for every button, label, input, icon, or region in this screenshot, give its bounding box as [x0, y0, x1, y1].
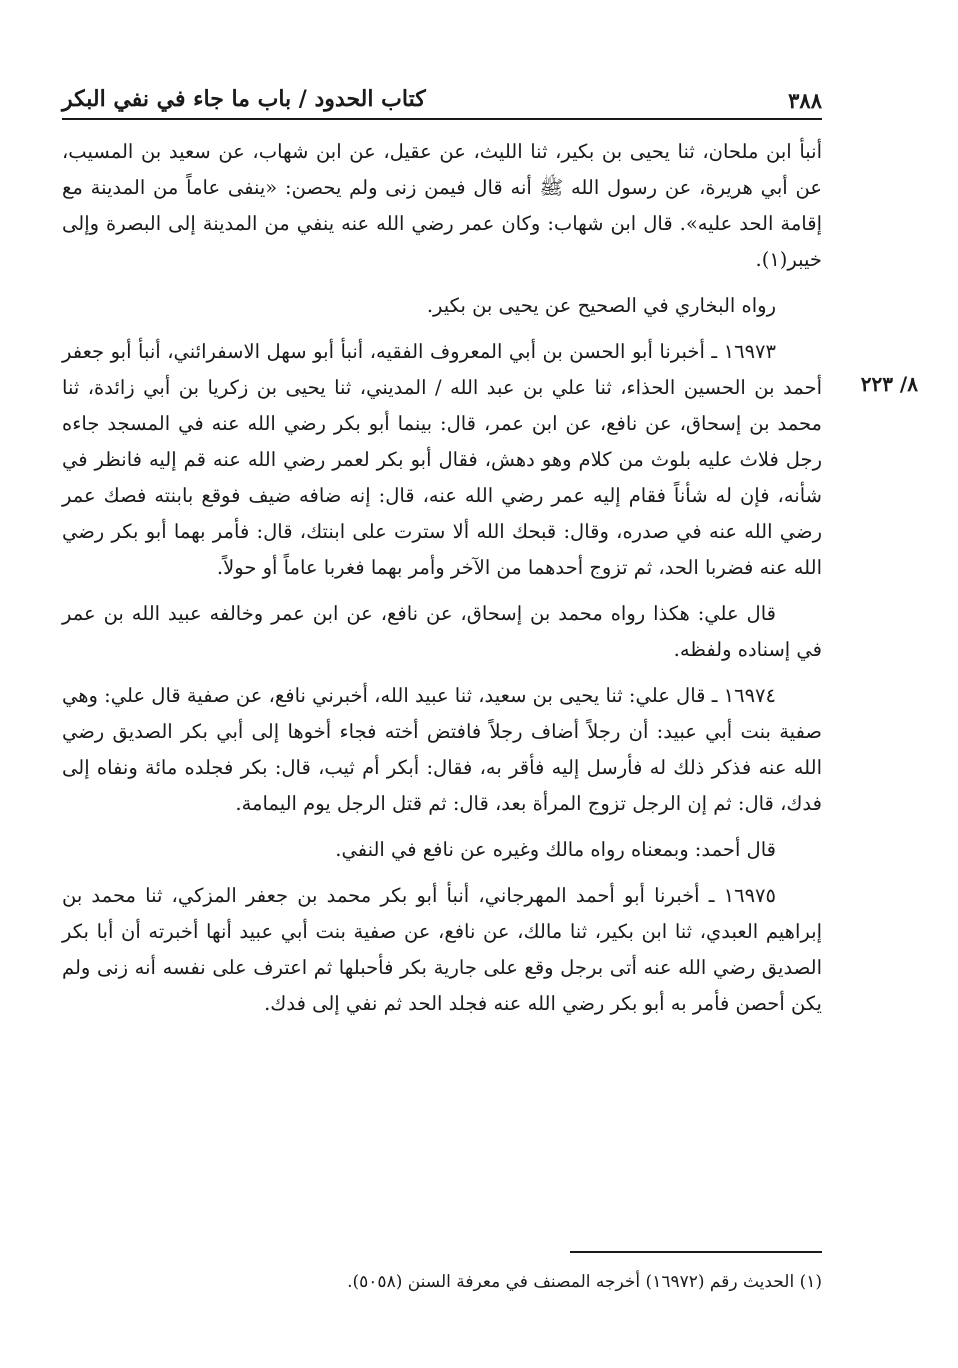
paragraph: قال أحمد: وبمعناه رواه مالك وغيره عن نافع في النفي. [335, 838, 776, 861]
footnote-divider [570, 1251, 822, 1253]
header-divider [62, 118, 822, 120]
paragraph: رواه البخاري في الصحيح عن يحيى بن بكير. [426, 294, 776, 317]
main-text [62, 134, 822, 1032]
footnote: (١) الحديث رقم (١٦٩٧٢) أخرجه المصنف في معرفة السنن (٥٠٥٨). [347, 1272, 822, 1292]
margin-reference: ٨/ ٢٢٣ [860, 372, 918, 396]
running-title: كتاب الحدود / باب ما جاء في نفي البكر [62, 86, 426, 112]
paragraph: أنبأ ابن ملحان، ثنا يحيى بن بكير، ثنا الليث، عن عقيل، عن ابن شهاب، عن سعيد بن المسيب، عن أبي هريرة، عن رسول الله ﷺ أنه قال فيمن زنى ولم يحصن: «ينفى عاماً من المدينة مع إقامة الحد عليه». قال ابن شهاب: وكان عمر رضي الله عنه ينفي من المدينة إلى البصرة وإلى خيبر(١). [62, 140, 822, 271]
hadith-16975: ١٦٩٧٥ ـ أخبرنا أبو أحمد المهرجاني، أنبأ أبو بكر محمد بن جعفر المزكي، ثنا محمد بن إبراهيم العبدي، ثنا ابن بكير، ثنا مالك، عن نافع، عن صفية بنت أبي عبيد أنها أخبرته أن أبا بكر الصديق رضي الله عنه أتى برجل وقع على جارية بكر فأحبلها ثم اعترف على نفسه أنه زنى ولم يكن أحصن فأمر به أبو بكر رضي الله عنه فجلد الحد ثم نفي إلى فدك. [62, 884, 822, 1015]
page-number: ٣٨٨ [788, 88, 822, 113]
hadith-16974: ١٦٩٧٤ ـ قال علي: ثنا يحيى بن سعيد، ثنا عبيد الله، أخبرني نافع، عن صفية قال علي: وهي صفية بنت أبي عبيد: أن رجلاً أضاف رجلاً فافتض أخته فجاء أخوها إلى أبي بكر الصديق رضي الله عنه فذكر ذلك له فأرسل إليه فأقر به، فقال: أبكر أم ثيب، قال: بكر فجلده مائة ونفاه إلى فدك، قال: ثم إن الرجل تزوج المرأة بعد، قال: ثم قتل الرجل يوم اليمامة. [62, 684, 822, 815]
hadith-16973: ١٦٩٧٣ ـ أخبرنا أبو الحسن بن أبي المعروف الفقيه، أنبأ أبو سهل الاسفرائني، أنبأ أبو جعفر أحمد بن الحسين الحذاء، ثنا علي بن عبد الله / المديني، ثنا يحيى بن زكريا بن أبي زائدة، ثنا محمد بن إسحاق، عن نافع، عن ابن عمر، قال: بينما أبو بكر رضي الله عنه في المسجد جاءه رجل فلاث عليه بلوث من كلام وهو دهش، فقال أبو بكر لعمر رضي الله عنه قم إليه فانظر في شأنه، فإن له شأناً فقام إليه عمر رضي الله عنه، قال: إنه ضافه ضيف فوقع بابنته فصك عمر رضي الله عنه في صدره، وقال: قبحك الله ألا سترت على ابنتك، قال: فأمر بهما أبو بكر رضي الله عنه فضربا الحد، ثم تزوج أحدهما من الآخر وأمر بهما فغربا عاماً أو حولاً. [62, 340, 822, 579]
paragraph: قال علي: هكذا رواه محمد بن إسحاق، عن نافع، عن ابن عمر وخالفه عبيد الله بن عمر في إسناده ولفظه. [62, 602, 822, 661]
page-header [62, 78, 822, 118]
